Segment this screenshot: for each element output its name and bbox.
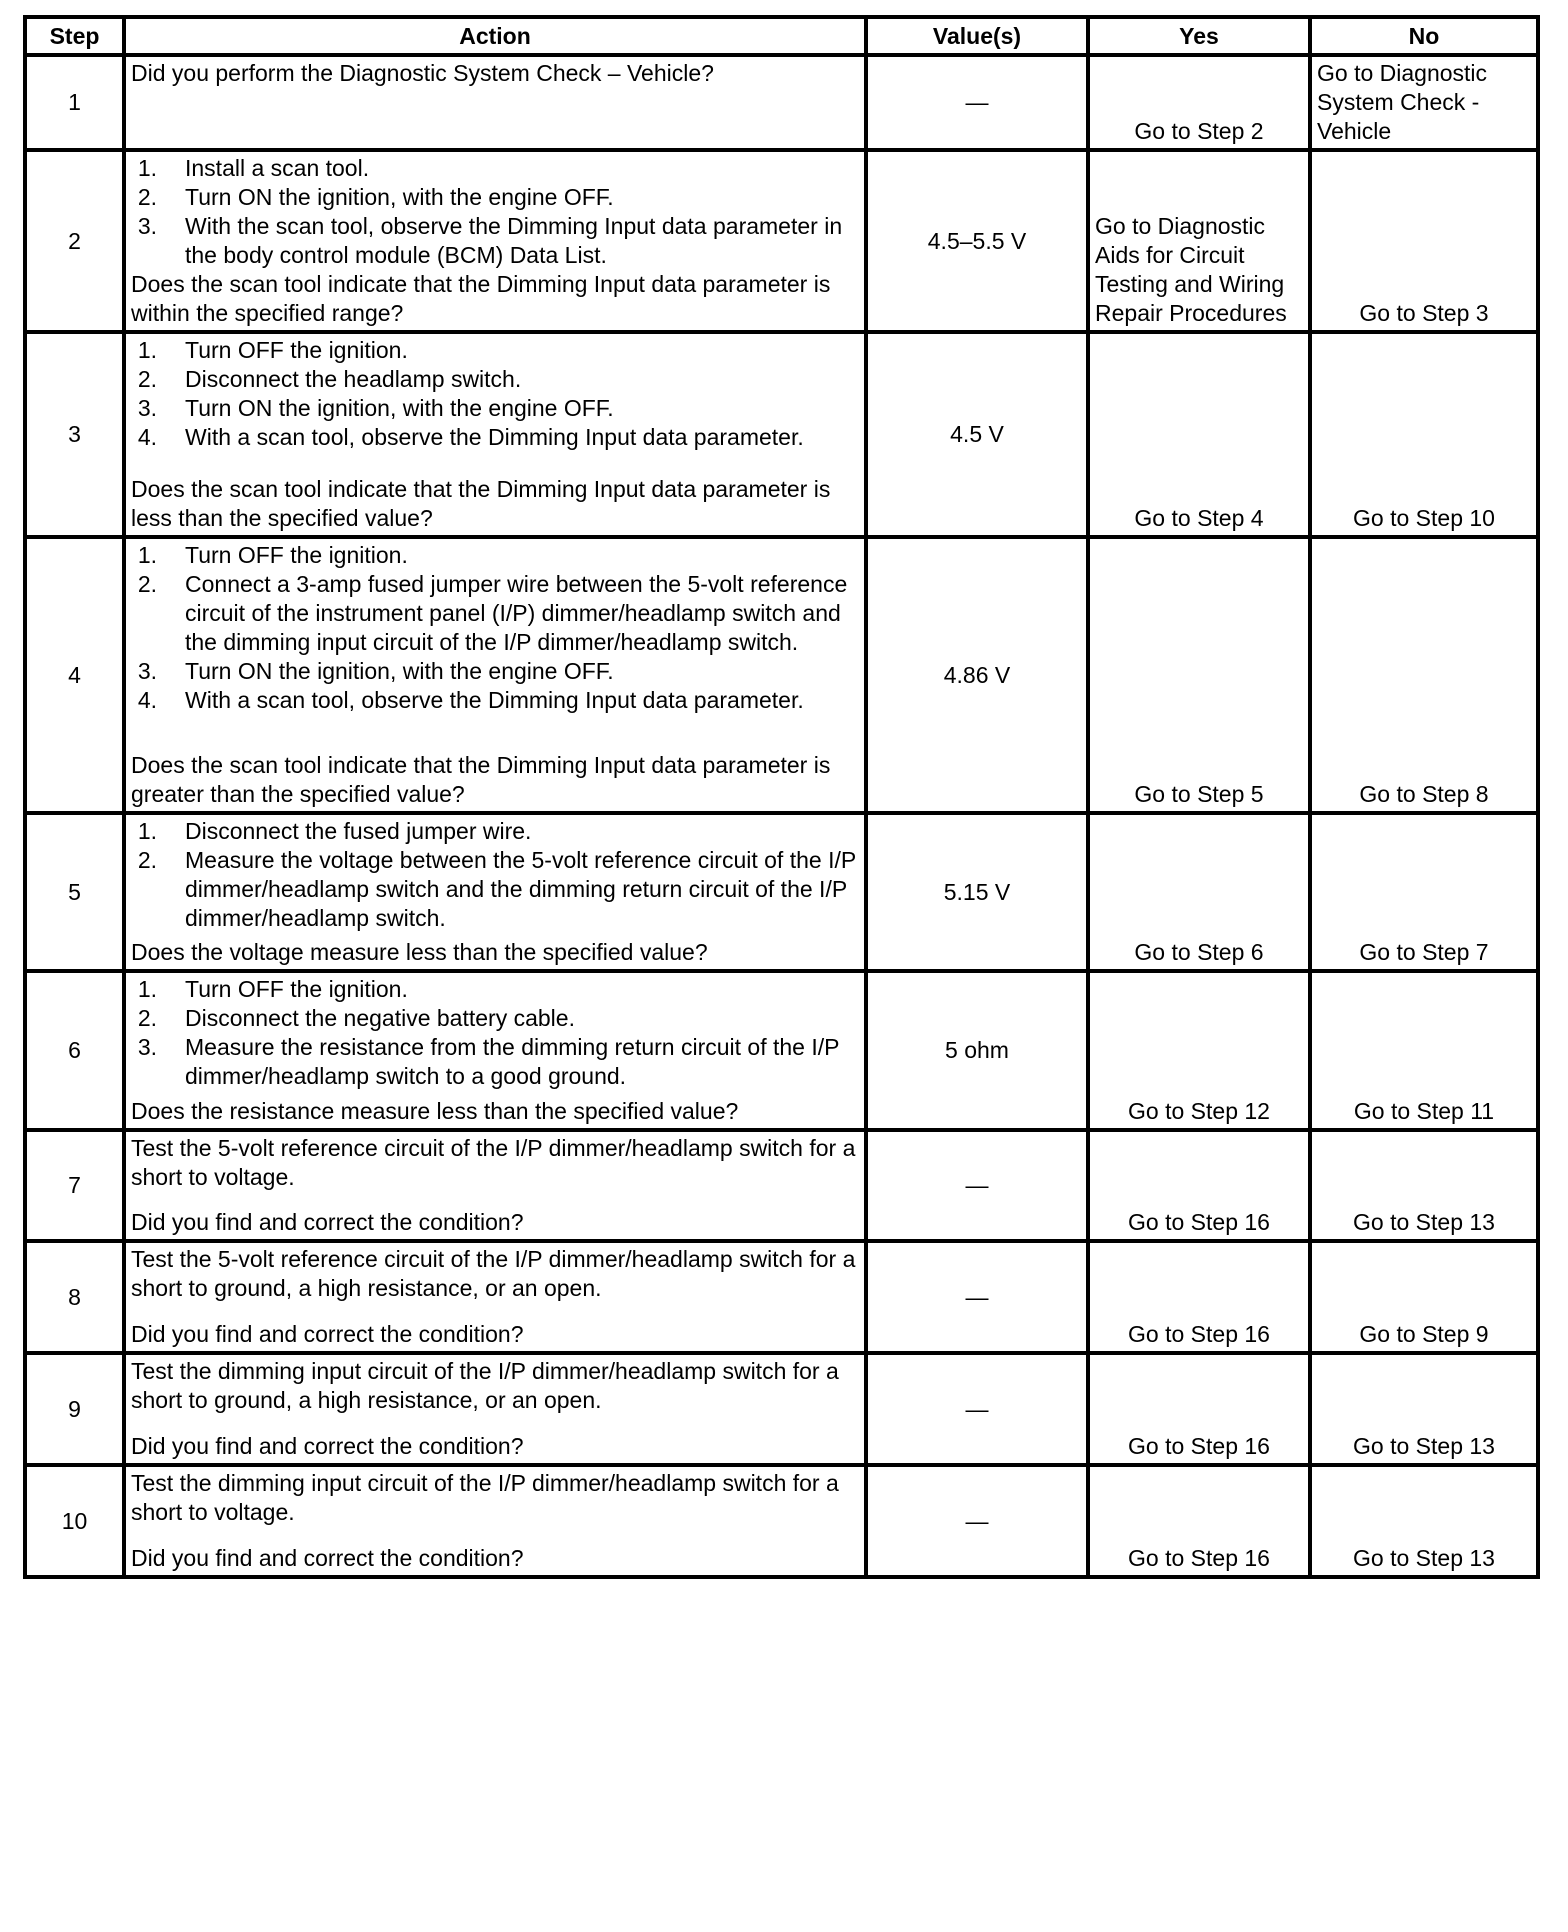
action-step-number: 3.: [137, 658, 157, 684]
action-content: [131, 817, 859, 967]
action-step-text: Turn OFF the ignition.: [185, 542, 408, 568]
table-row: [25, 1465, 1538, 1577]
yes-cell: Go to Diagnostic Aids for Circuit Testing and Wiring Repair Procedures: [1088, 150, 1310, 332]
action-step-item: [131, 541, 859, 570]
action-step-number: 2.: [137, 1005, 157, 1031]
table-row: [25, 971, 1538, 1130]
action-step-text: Turn OFF the ignition.: [185, 337, 408, 363]
action-step-item: [131, 686, 859, 715]
action-content: [131, 1134, 859, 1237]
action-steps-list: [131, 154, 859, 270]
action-step-item: [131, 365, 859, 394]
action-step-item: [131, 423, 859, 452]
table-row: [25, 813, 1538, 971]
action-step-item: [131, 154, 859, 183]
no-cell: Go to Step 3: [1310, 150, 1538, 332]
yes-cell: Go to Step 16: [1088, 1241, 1310, 1353]
action-step-text: Connect a 3-amp fused jumper wire between the 5-volt reference circuit of the instrument panel (I/P) dimmer/headlamp switch and the dimming input circuit of the I/P dimmer/headlamp switch.: [185, 571, 848, 655]
action-cell: [124, 332, 866, 537]
action-step-number: 3.: [137, 1034, 157, 1060]
action-steps-list: [131, 817, 859, 933]
action-steps-list: [131, 541, 859, 715]
action-step-number: 1.: [137, 337, 157, 363]
action-question: Did you find and correct the condition?: [131, 1209, 524, 1235]
action-cell: [124, 813, 866, 971]
action-step-number: 2.: [137, 184, 157, 210]
action-question: Does the scan tool indicate that the Dimming Input data parameter is less than the specified value?: [131, 476, 831, 531]
action-step-number: 1.: [137, 542, 157, 568]
action-step-text: Measure the voltage between the 5-volt reference circuit of the I/P dimmer/headlamp switch and the dimming return circuit of the I/P dimmer/headlamp switch.: [185, 847, 856, 931]
action-steps-list: [131, 336, 859, 452]
value-cell: —: [866, 1241, 1088, 1353]
action-content: [131, 975, 859, 1126]
value-cell: 4.5–5.5 V: [866, 150, 1088, 332]
action-instructions: [131, 1469, 859, 1527]
no-cell: Go to Step 10: [1310, 332, 1538, 537]
action-step-item: [131, 975, 859, 1004]
step-number: 3: [25, 332, 124, 537]
yes-cell: Go to Step 16: [1088, 1465, 1310, 1577]
step-number: 8: [25, 1241, 124, 1353]
action-content: [131, 1469, 859, 1573]
step-number: 4: [25, 537, 124, 813]
action-step-item: [131, 212, 859, 270]
action-step-item: [131, 846, 859, 933]
table-row: [25, 1130, 1538, 1241]
action-cell: [124, 1130, 866, 1241]
value-cell: —: [866, 55, 1088, 150]
value-cell: —: [866, 1465, 1088, 1577]
action-step-text: With the scan tool, observe the Dimming Input data parameter in the body control module (BCM) Data List.: [185, 213, 843, 268]
table-header-row: [25, 17, 1538, 55]
action-cell: [124, 537, 866, 813]
action-question: Did you find and correct the condition?: [131, 1433, 524, 1459]
action-cell: [124, 55, 866, 150]
action-intro: Test the dimming input circuit of the I/P dimmer/headlamp switch for a short to voltage.: [131, 1470, 839, 1525]
step-number: 7: [25, 1130, 124, 1241]
column-header-no: No: [1310, 17, 1538, 55]
column-header-yes: Yes: [1088, 17, 1310, 55]
action-step-item: [131, 183, 859, 212]
value-cell: —: [866, 1130, 1088, 1241]
action-question: Did you find and correct the condition?: [131, 1321, 524, 1347]
step-number: 5: [25, 813, 124, 971]
value-cell: —: [866, 1353, 1088, 1465]
action-step-number: 1.: [137, 818, 157, 844]
column-header-values: Value(s): [866, 17, 1088, 55]
no-cell: Go to Step 8: [1310, 537, 1538, 813]
no-cell: Go to Step 9: [1310, 1241, 1538, 1353]
value-cell: 4.86 V: [866, 537, 1088, 813]
action-content: [131, 1357, 859, 1461]
action-step-text: Measure the resistance from the dimming return circuit of the I/P dimmer/headlamp switch to a good ground.: [185, 1034, 840, 1089]
action-step-number: 3.: [137, 395, 157, 421]
action-step-number: 4.: [137, 424, 157, 450]
step-number: 1: [25, 55, 124, 150]
yes-cell: Go to Step 4: [1088, 332, 1310, 537]
action-intro: Test the 5-volt reference circuit of the I/P dimmer/headlamp switch for a short to ground, a high resistance, or an open.: [131, 1246, 856, 1301]
action-instructions: [131, 336, 859, 452]
yes-cell: Go to Step 5: [1088, 537, 1310, 813]
action-step-number: 1.: [137, 155, 157, 181]
action-steps-list: [131, 975, 859, 1091]
action-step-text: Turn ON the ignition, with the engine OFF.: [185, 395, 614, 421]
action-step-number: 3.: [137, 213, 157, 239]
no-cell: Go to Step 13: [1310, 1353, 1538, 1465]
yes-cell: Go to Step 2: [1088, 55, 1310, 150]
yes-cell: Go to Step 16: [1088, 1130, 1310, 1241]
action-step-number: 2.: [137, 366, 157, 392]
action-step-item: [131, 336, 859, 365]
table-row: [25, 150, 1538, 332]
value-cell: 4.5 V: [866, 332, 1088, 537]
action-question: Does the resistance measure less than the specified value?: [131, 1098, 739, 1124]
diagnostic-table-container: [23, 15, 1536, 1579]
action-content: [131, 59, 859, 130]
action-question: Did you perform the Diagnostic System Check – Vehicle?: [131, 60, 714, 86]
value-cell: 5 ohm: [866, 971, 1088, 1130]
no-cell: Go to Diagnostic System Check - Vehicle: [1310, 55, 1538, 150]
action-step-text: Disconnect the fused jumper wire.: [185, 818, 532, 844]
action-step-item: [131, 1033, 859, 1091]
step-number: 10: [25, 1465, 124, 1577]
column-header-action: Action: [124, 17, 866, 55]
action-step-text: With a scan tool, observe the Dimming Input data parameter.: [185, 424, 804, 450]
step-number: 6: [25, 971, 124, 1130]
action-instructions: [131, 817, 859, 933]
action-content: [131, 541, 859, 809]
action-cell: [124, 1353, 866, 1465]
action-step-text: Turn ON the ignition, with the engine OFF.: [185, 658, 614, 684]
action-question: Does the scan tool indicate that the Dimming Input data parameter is within the specified range?: [131, 271, 831, 326]
action-step-item: [131, 657, 859, 686]
yes-cell: Go to Step 16: [1088, 1353, 1310, 1465]
action-instructions: [131, 1357, 859, 1415]
action-cell: [124, 1241, 866, 1353]
action-step-number: 4.: [137, 687, 157, 713]
action-step-text: Install a scan tool.: [185, 155, 370, 181]
table-row: [25, 55, 1538, 150]
step-number: 9: [25, 1353, 124, 1465]
action-step-text: With a scan tool, observe the Dimming Input data parameter.: [185, 687, 804, 713]
table-row: [25, 537, 1538, 813]
action-step-text: Disconnect the headlamp switch.: [185, 366, 522, 392]
action-step-item: [131, 394, 859, 423]
table-row: [25, 1353, 1538, 1465]
no-cell: Go to Step 13: [1310, 1465, 1538, 1577]
action-step-item: [131, 1004, 859, 1033]
action-cell: [124, 150, 866, 332]
action-step-number: 1.: [137, 976, 157, 1002]
action-step-item: [131, 570, 859, 657]
action-question: Does the scan tool indicate that the Dimming Input data parameter is greater than the specified value?: [131, 752, 831, 807]
action-step-number: 2.: [137, 571, 157, 597]
action-step-text: Turn OFF the ignition.: [185, 976, 408, 1002]
no-cell: Go to Step 7: [1310, 813, 1538, 971]
yes-cell: Go to Step 12: [1088, 971, 1310, 1130]
action-cell: [124, 1465, 866, 1577]
action-instructions: [131, 541, 859, 715]
diagnostic-table: [23, 15, 1540, 1579]
action-step-item: [131, 817, 859, 846]
table-row: [25, 332, 1538, 537]
action-content: [131, 1245, 859, 1349]
action-cell: [124, 971, 866, 1130]
action-content: [131, 336, 859, 533]
action-step-number: 2.: [137, 847, 157, 873]
action-intro: Test the 5-volt reference circuit of the I/P dimmer/headlamp switch for a short to voltage.: [131, 1135, 856, 1190]
action-step-text: Disconnect the negative battery cable.: [185, 1005, 575, 1031]
action-instructions: [131, 1245, 859, 1303]
action-content: [131, 154, 859, 328]
step-number: 2: [25, 150, 124, 332]
no-cell: Go to Step 13: [1310, 1130, 1538, 1241]
yes-cell: Go to Step 6: [1088, 813, 1310, 971]
action-step-text: Turn ON the ignition, with the engine OFF.: [185, 184, 614, 210]
action-intro: Test the dimming input circuit of the I/P dimmer/headlamp switch for a short to ground, a high resistance, or an open.: [131, 1358, 839, 1413]
table-row: [25, 1241, 1538, 1353]
action-instructions: [131, 975, 859, 1091]
action-instructions: [131, 1134, 859, 1192]
action-question: Did you find and correct the condition?: [131, 1545, 524, 1571]
column-header-step: Step: [25, 17, 124, 55]
action-question: Does the voltage measure less than the specified value?: [131, 939, 708, 965]
no-cell: Go to Step 11: [1310, 971, 1538, 1130]
action-instructions: [131, 154, 859, 270]
value-cell: 5.15 V: [866, 813, 1088, 971]
